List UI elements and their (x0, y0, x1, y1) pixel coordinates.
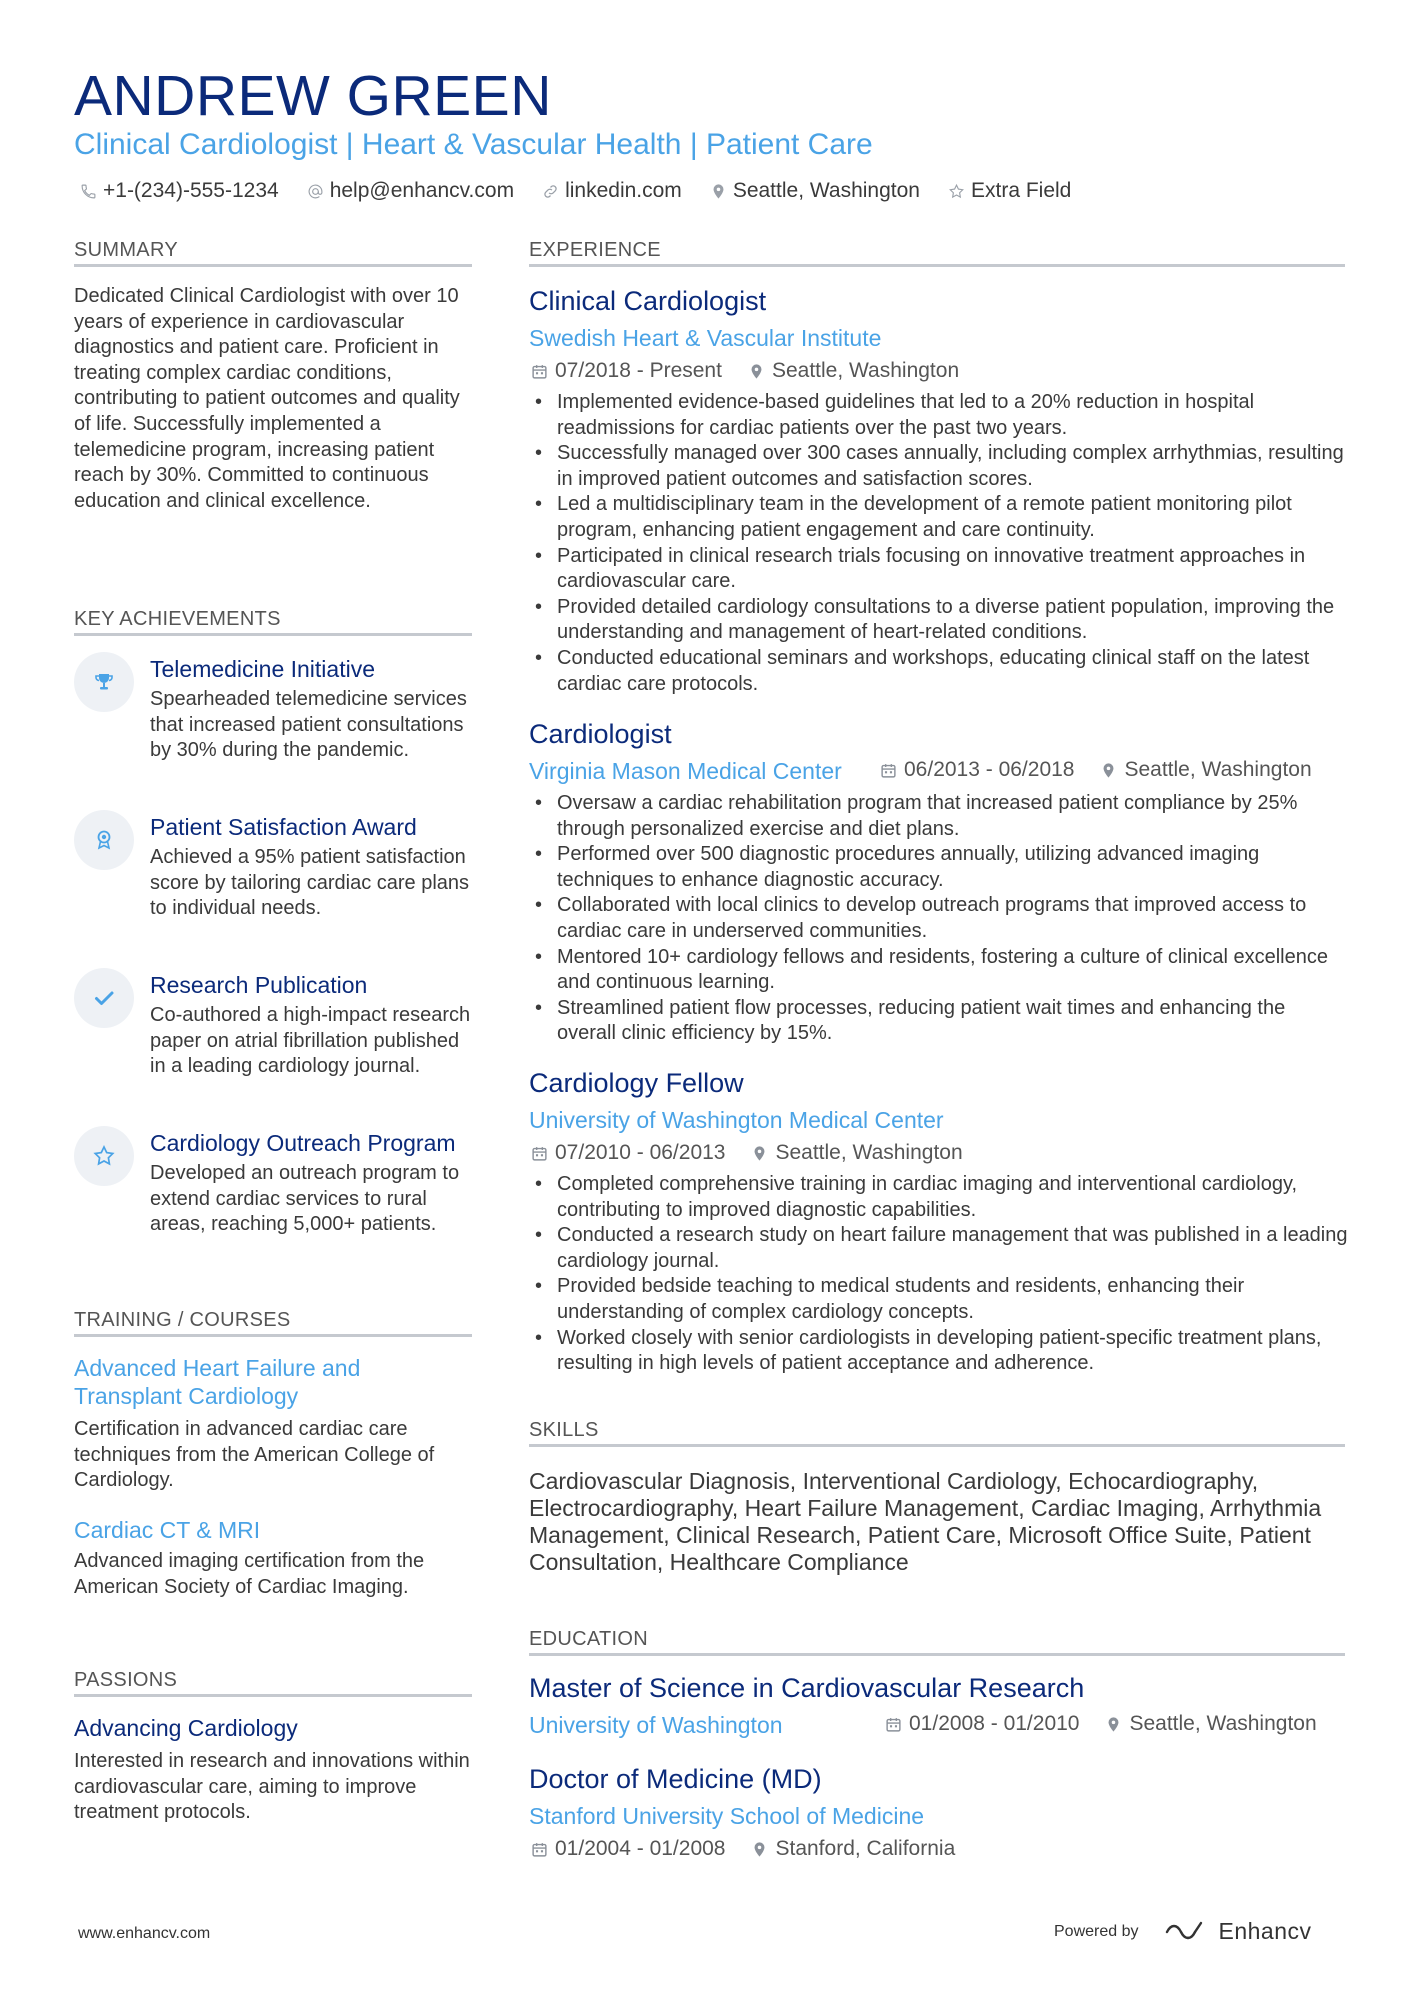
email-text: help@enhancv.com (329, 179, 515, 202)
education-location: Seattle, Washington (1129, 1712, 1317, 1735)
job-title: Cardiologist (529, 719, 672, 749)
job-dates: 07/2010 - 06/2013 (555, 1141, 726, 1164)
education-divider (529, 1653, 1345, 1656)
contact-bar (80, 176, 1099, 206)
job-bullet: • Participated in clinical research trials focusing on innovative treatment approaches in cardiovascular care. (529, 544, 1349, 595)
course-title: Cardiac CT & MRI (74, 1517, 261, 1543)
skills-list: Cardiovascular Diagnosis, Interventional Cardiology, Echocardiography, Electrocardiography, Heart Failure Management, Cardiac Imaging, Arrhythmia Management, Clinical Research, Patient Care, Microsoft Office Suite, Patient Consultation, Healthcare Compliance (529, 1468, 1322, 1575)
job-bullet: • Conducted educational seminars and workshops, educating clinical staff on the latest cardiac care protocols. (529, 646, 1349, 697)
education-location: Stanford, California (775, 1837, 956, 1860)
candidate-headline: Clinical Cardiologist | Heart & Vascular Health | Patient Care (74, 128, 873, 161)
education-heading: EDUCATION (529, 1628, 648, 1650)
job-bullet: • Provided bedside teaching to medical students and residents, enhancing their understanding of complex cardiology concepts. (529, 1274, 1349, 1325)
education-degree: Master of Science in Cardiovascular Research (529, 1673, 1085, 1703)
achievement-desc: Developed an outreach program to extend cardiac services to rural areas, reaching 5,000+ patients. (150, 1162, 460, 1236)
experience-heading: EXPERIENCE (529, 239, 661, 261)
calendar-icon (531, 1145, 548, 1162)
job-bullet: • Led a multidisciplinary team in the development of a remote patient monitoring pilot program, enhancing patient engagement and care continuity. (529, 492, 1349, 543)
job-meta (531, 357, 959, 385)
experience-divider (529, 264, 1345, 267)
training-heading: TRAINING / COURSES (74, 1309, 291, 1331)
achievements-heading: KEY ACHIEVEMENTS (74, 608, 281, 630)
job-company: Virginia Mason Medical Center (529, 758, 842, 784)
job-location: Seattle, Washington (771, 359, 960, 382)
contact-extra (948, 179, 1071, 203)
course-title: Advanced Heart Failure and Transplant Cardiology (74, 1355, 361, 1409)
location-pin-icon (751, 1145, 768, 1162)
location-pin-icon (748, 363, 765, 380)
calendar-icon (885, 1716, 902, 1733)
achievement-title: Telemedicine Initiative (150, 656, 376, 682)
star-outline-icon (948, 183, 965, 200)
training-divider (74, 1334, 472, 1337)
education-dates: 01/2004 - 01/2008 (555, 1837, 726, 1860)
powered-by-text: Powered by (1054, 1922, 1139, 1940)
contact-phone[interactable] (80, 179, 279, 203)
job-bullet: • Worked closely with senior cardiologists in developing patient-specific treatment plans, resulting in high levels of patient acceptance and adherence. (529, 1326, 1349, 1377)
job-bullet: • Provided detailed cardiology consultations to a diverse patient population, improving the understanding and management of heart-related conditions. (529, 595, 1349, 646)
job-dates: 07/2018 - Present (555, 359, 722, 382)
location-pin-icon (1100, 762, 1117, 779)
job-bullet: • Conducted a research study on heart failure management that was published in a leading cardiology journal. (529, 1223, 1349, 1274)
job-bullet: • Successfully managed over 300 cases annually, including complex arrhythmias, resulting in improved patient outcomes and satisfaction scores. (529, 441, 1349, 492)
achievement-title: Cardiology Outreach Program (150, 1130, 456, 1156)
star-icon (92, 1144, 116, 1168)
job-company: University of Washington Medical Center (529, 1107, 944, 1133)
achievement-title: Research Publication (150, 972, 368, 998)
education-meta (885, 1710, 1317, 1738)
job-meta (531, 1139, 963, 1167)
calendar-icon (531, 1841, 548, 1858)
education-meta (531, 1835, 955, 1863)
job-meta (880, 756, 1312, 784)
job-bullets (529, 791, 1349, 1047)
linkedin-text: linkedin.com (565, 179, 682, 202)
achievement-desc: Achieved a 95% patient satisfaction score by tailoring cardiac care plans to individual needs. (150, 846, 470, 920)
job-bullets (529, 390, 1349, 697)
location-pin-icon (751, 1841, 768, 1858)
job-dates: 06/2013 - 06/2018 (904, 758, 1075, 781)
job-title: Clinical Cardiologist (529, 286, 767, 316)
education-degree: Doctor of Medicine (MD) (529, 1764, 822, 1794)
achievement-item (74, 810, 474, 950)
check-icon (92, 986, 116, 1010)
passions-divider (74, 1694, 472, 1697)
candidate-name: ANDREW GREEN (74, 64, 552, 128)
location-text: Seattle, Washington (732, 179, 920, 202)
course-desc: Advanced imaging certification from the American Society of Cardiac Imaging. (74, 1550, 425, 1598)
achievements-divider (74, 633, 472, 636)
achievement-title: Patient Satisfaction Award (150, 814, 417, 840)
enhancv-brand-text: Enhancv (1218, 1918, 1312, 1944)
link-icon (542, 183, 559, 200)
contact-linkedin[interactable] (542, 179, 682, 203)
job-bullets (529, 1172, 1349, 1377)
job-bullet: • Implemented evidence-based guidelines that led to a 20% reduction in hospital readmissions for cardiac patients over the past two years. (529, 390, 1349, 441)
education-school: University of Washington (529, 1712, 783, 1738)
contact-location (710, 179, 920, 203)
job-location: Seattle, Washington (1124, 758, 1312, 781)
education-dates: 01/2008 - 01/2010 (909, 1712, 1080, 1735)
passion-desc: Interested in research and innovations within cardiovascular care, aiming to improve treatment protocols. (74, 1750, 470, 1824)
achievement-item (74, 968, 474, 1108)
summary-text: Dedicated Clinical Cardiologist with over 10 years of experience in cardiovascular diagnostics and patient care. Proficient in treating complex cardiac conditions, contributing to patient outcomes and quality of life. Successfully implemented a telemedicine program, increasing patient reach by 30%. Committed to continuous education and clinical excellence. (74, 285, 460, 512)
job-bullet: • Mentored 10+ cardiology fellows and residents, fostering a culture of clinical excellence and continuous learning. (529, 945, 1349, 996)
footer-website[interactable]: www.enhancv.com (78, 1925, 211, 1942)
location-pin-icon (710, 183, 727, 200)
calendar-icon (880, 762, 897, 779)
enhancv-logo-icon (1163, 1919, 1211, 1945)
trophy-icon (92, 670, 116, 694)
job-company: Swedish Heart & Vascular Institute (529, 325, 882, 351)
extra-field-text: Extra Field (970, 179, 1072, 202)
course-desc: Certification in advanced cardiac care techniques from the American College of Cardiology. (74, 1418, 435, 1492)
job-bullet: • Oversaw a cardiac rehabilitation program that increased patient compliance by 25% through personalized exercise and diet plans. (529, 791, 1349, 842)
achievement-desc: Co-authored a high-impact research paper on atrial fibrillation published in a leading cardiology journal. (150, 1004, 471, 1078)
passion-title: Advancing Cardiology (74, 1715, 298, 1741)
education-school: Stanford University School of Medicine (529, 1803, 925, 1829)
achievement-item (74, 1126, 474, 1266)
job-location: Seattle, Washington (775, 1141, 963, 1164)
job-bullet: • Completed comprehensive training in cardiac imaging and interventional cardiology, contributing to improved diagnostic capabilities. (529, 1172, 1349, 1223)
calendar-icon (531, 363, 548, 380)
achievement-desc: Spearheaded telemedicine services that increased patient consultations by 30% during the pandemic. (150, 688, 467, 762)
achievement-item (74, 652, 474, 792)
job-title: Cardiology Fellow (529, 1068, 744, 1098)
location-pin-icon (1105, 1716, 1122, 1733)
phone-icon (80, 183, 97, 200)
job-bullet: • Collaborated with local clinics to develop outreach programs that improved access to cardiac care in underserved communities. (529, 893, 1349, 944)
phone-text: +1-(234)-555-1234 (103, 179, 279, 202)
contact-email[interactable] (307, 179, 514, 203)
job-bullet: • Performed over 500 diagnostic procedures annually, utilizing advanced imaging techniques to enhance diagnostic accuracy. (529, 842, 1349, 893)
at-icon (307, 183, 324, 200)
skills-divider (529, 1444, 1345, 1447)
footer-branding[interactable] (1054, 1918, 1312, 1945)
passions-heading: PASSIONS (74, 1669, 178, 1691)
summary-divider (74, 264, 472, 267)
summary-heading: SUMMARY (74, 239, 178, 261)
award-icon (92, 828, 116, 852)
job-bullet: • Streamlined patient flow processes, reducing patient wait times and enhancing the overall clinic efficiency by 15%. (529, 996, 1349, 1047)
skills-heading: SKILLS (529, 1419, 599, 1441)
